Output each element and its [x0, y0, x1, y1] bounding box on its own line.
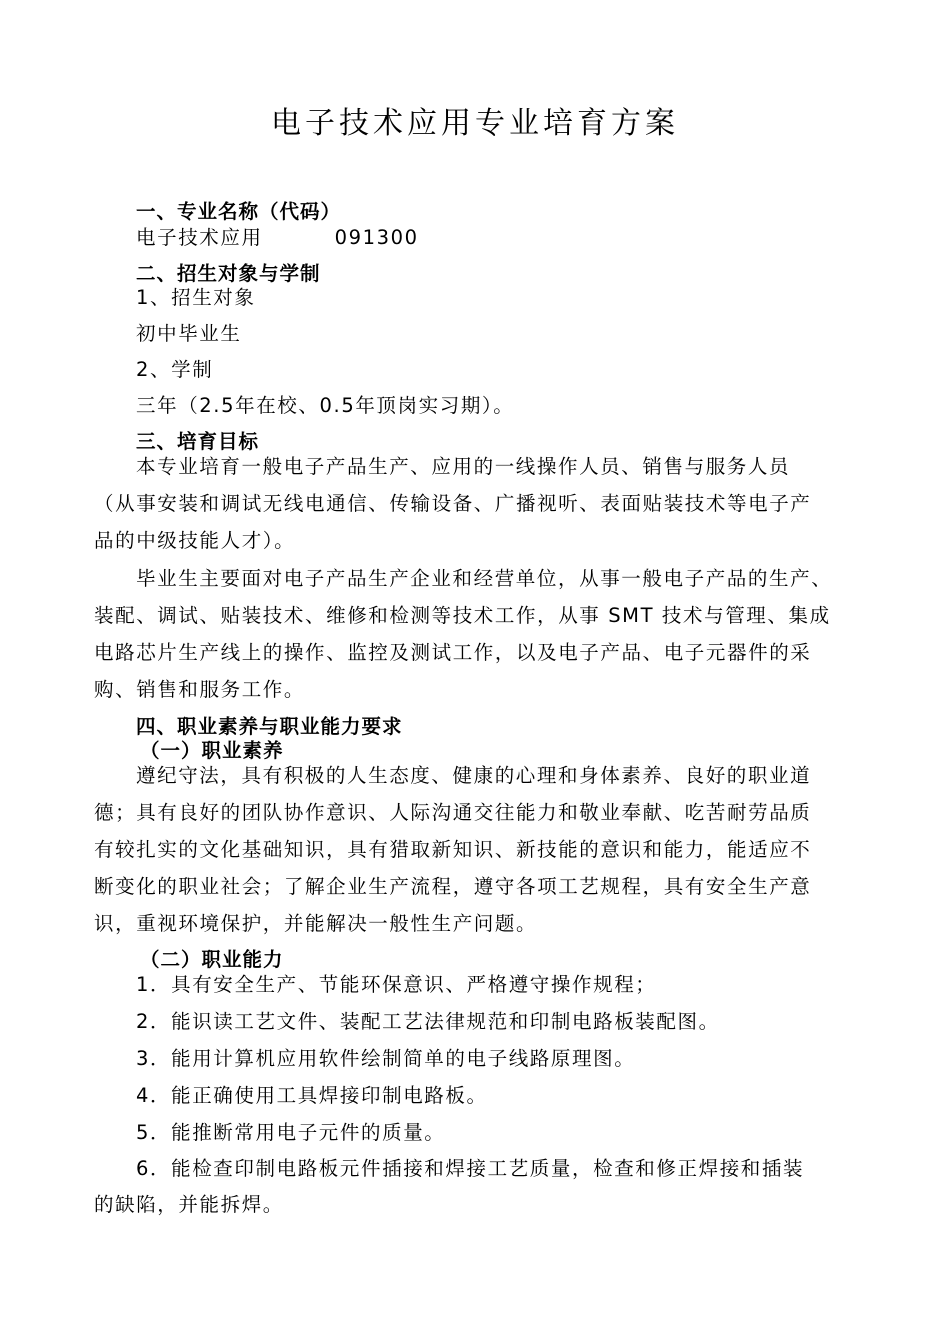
major-name: 电子技术应用: [136, 226, 263, 249]
quality-line: 德；具有良好的团队协作意识、人际沟通交往能力和敬业奉献、吃苦耐劳品质: [94, 801, 812, 824]
page-title: 电子技术应用专业培育方案: [271, 106, 679, 141]
schooling-value: 三年（2.5年在校、0.5年顶岗实习期）。: [136, 394, 515, 417]
quality-line: 识，重视环境保护，并能解决一般性生产问题。: [94, 912, 538, 935]
objectives-para1-line: 本专业培育一般电子产品生产、应用的一线操作人员、销售与服务人员: [136, 455, 791, 478]
section-heading-objectives: 三、培育目标: [136, 430, 260, 453]
ability-item: 4．能正确使用工具焊接印制电路板。: [136, 1084, 488, 1107]
objectives-para2-line: 购、销售和服务工作。: [94, 678, 306, 701]
quality-line: 断变化的职业社会；了解企业生产流程，遵守各项工艺规程，具有安全生产意: [94, 875, 812, 898]
section-heading-major-name: 一、专业名称（代码）: [136, 200, 342, 223]
ability-item: 5．能推断常用电子元件的质量。: [136, 1121, 446, 1144]
enrollment-target-label: 1、招生对象: [136, 286, 256, 309]
ability-item: 2．能识读工艺文件、装配工艺法律规范和印制电路板装配图。: [136, 1010, 720, 1033]
ability-item: 3．能用计算机应用软件绘制简单的电子线路原理图。: [136, 1047, 636, 1070]
ability-item-continuation: 的缺陷，并能拆焊。: [94, 1193, 284, 1216]
ability-item: 1．具有安全生产、节能环保意识、严格遵守操作规程；: [136, 973, 657, 996]
subheading-professional-quality: （一）职业素养: [140, 739, 284, 762]
enrollment-target-value: 初中毕业生: [136, 322, 242, 345]
ability-item: 6．能检查印制电路板元件插接和焊接工艺质量，检查和修正焊接和插装: [136, 1157, 805, 1180]
major-name-row: [136, 224, 419, 252]
quality-line: 有较扎实的文化基础知识，具有猎取新知识、新技能的意识和能力，能适应不: [94, 838, 812, 861]
section-heading-requirements: 四、职业素养与职业能力要求: [136, 715, 403, 738]
objectives-para2-line: 装配、调试、贴装技术、维修和检测等技术工作，从事 SMT 技术与管理、集成: [94, 604, 831, 627]
major-code: 091300: [334, 226, 419, 249]
subheading-professional-ability: （二）职业能力: [140, 948, 284, 971]
objectives-para1-line: （从事安装和调试无线电通信、传输设备、广播视听、表面贴装技术等电子产: [94, 492, 812, 515]
objectives-para1-line: 品的中级技能人才）。: [94, 529, 296, 552]
section-heading-enrollment: 二、招生对象与学制: [136, 262, 321, 285]
objectives-para2-line: 毕业生主要面对电子产品生产企业和经营单位，从事一般电子产品的生产、: [136, 567, 833, 590]
schooling-label: 2、学制: [136, 358, 214, 381]
quality-line: 遵纪守法，具有积极的人生态度、健康的心理和身体素养、良好的职业道: [136, 764, 812, 787]
objectives-para2-line: 电路芯片生产线上的操作、监控及测试工作，以及电子产品、电子元器件的采: [94, 641, 812, 664]
